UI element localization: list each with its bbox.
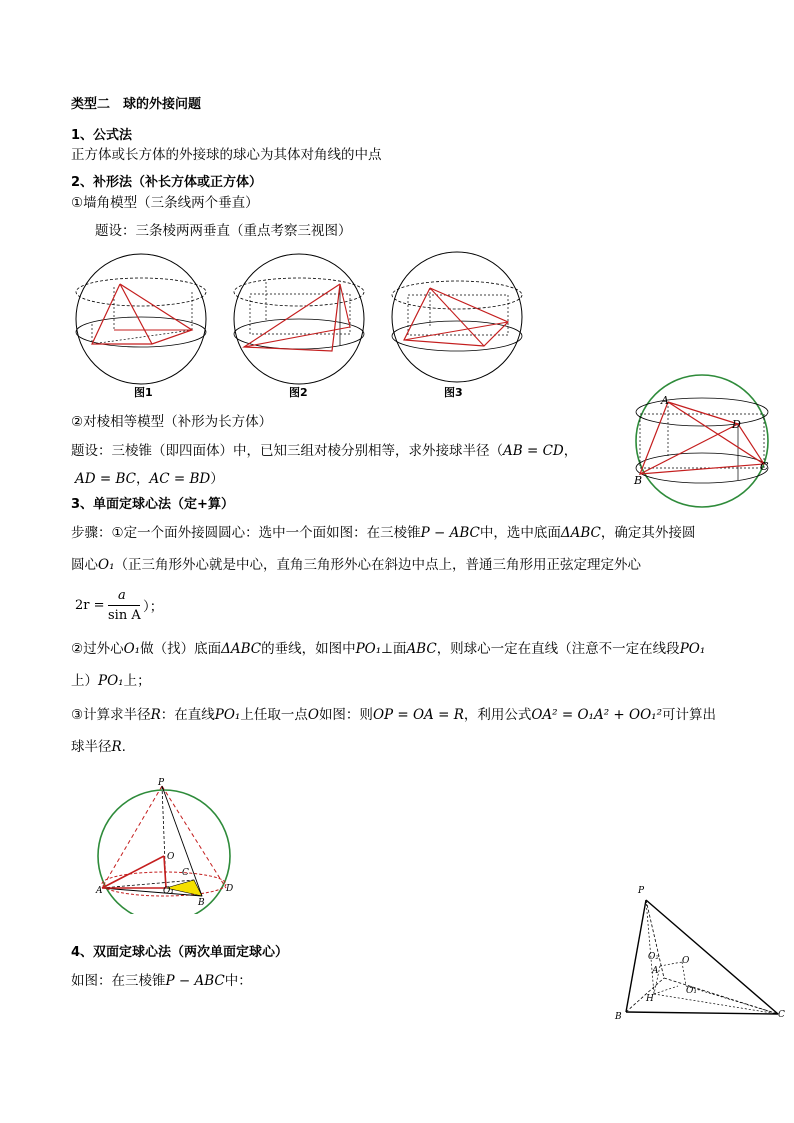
s3-step1-line1: 步骤：①定一个面外接圆圆心：选中一个面如图：在三棱锥P − ABC中，选中底面ΔABC，确定其外接圆 [71,525,696,541]
s4-text: 如图：在三棱锥P − ABC中： [71,973,252,989]
s2-heading: 2、补形法（补长方体或正方体） [71,175,263,190]
fig5-label-o1: O₁ [686,986,697,996]
figure-2-sphere [230,252,368,386]
formula-denominator: sin A [108,608,141,623]
s3-heading: 3、单面定球心法（定+算） [71,497,234,512]
figure-1-sphere [72,252,210,386]
figure-3-caption: 图3 [444,386,463,399]
s3-step3-line2: 球半径R. [71,739,126,755]
sphere-label-c: C [760,460,769,473]
s3-step2-line2: 上）PO₁上； [71,673,151,689]
fig4-label-c: C [182,868,189,878]
sphere-label-d: D [732,418,741,431]
fig4-label-d: D [226,884,234,894]
fig5-label-h: H [646,994,654,1004]
fig5-label-a: A [652,966,659,976]
fig4-label-o: O [167,852,175,862]
fraction-bar [108,605,140,606]
fig4-label-b: B [198,898,205,908]
s4-heading: 4、双面定球心法（两次单面定球心） [71,945,289,960]
eq-ac-bd: AC = BD [149,471,211,487]
fig4-label-o1: O₁ [163,886,174,896]
s1-text: 正方体或长方体的外接球的球心为其体对角线的中点 [71,147,382,163]
s3-step2-line1: ②过外心O₁做（找）底面ΔABC的垂线，如图中PO₁⊥面ABC，则球心一定在直线（注意不一定在线段PO₁ [71,641,706,657]
eq-ad-bc: AD = BC [75,471,136,487]
sphere-label-a: A [661,394,669,407]
figure-1-caption: 图1 [134,386,153,399]
figure-2-caption: 图2 [289,386,308,399]
formula-tail: ）； [143,599,164,615]
fig5-label-o: O [682,956,690,966]
s2-sub2: ②对棱相等模型（补形为长方体） [71,414,273,430]
fig5-label-o2: O₂ [648,952,659,962]
opposite-edges-sphere-figure [628,372,776,510]
formula-numerator: a [118,588,126,603]
fig5-label-b: B [615,1012,622,1022]
fig5-label-p: P [638,886,645,896]
s3-step3-line1: ③计算求半径R：在直线PO₁上任取一点O如图：则OP = OA = R，利用公式OA² = O₁A² + OO₁²可计算出 [71,707,716,723]
sphere-label-b: B [634,474,643,487]
fig5-label-c: C [778,1010,785,1020]
eq-ab-cd: AB = CD [503,443,564,459]
two-face-tetrahedron-figure [616,886,788,1024]
s2-sub2-text: 题设：三棱锥（即四面体）中，已知三组对棱分别相等，求外接球半径（AB = CD， [71,443,578,459]
fig4-label-a: A [96,886,103,896]
s2-sub1-text: 题设：三条棱两两垂直（重点考察三视图） [95,223,352,239]
fig4-label-p: P [158,778,165,788]
s2-sub2-eqs: AD = BC，AC = BD） [75,471,224,487]
section-title: 类型二 球的外接问题 [71,97,202,112]
s2-sub1: ①墙角模型（三条线两个垂直） [71,195,259,211]
formula-lhs: 2r = [75,598,105,613]
s1-heading: 1、公式法 [71,128,133,143]
figure-3-sphere [388,250,526,384]
s3-step1-line2: 圆心O₁（正三角形外心就是中心，直角三角形外心在斜边中点上，普通三角形用正弦定理定外心 [71,557,641,573]
